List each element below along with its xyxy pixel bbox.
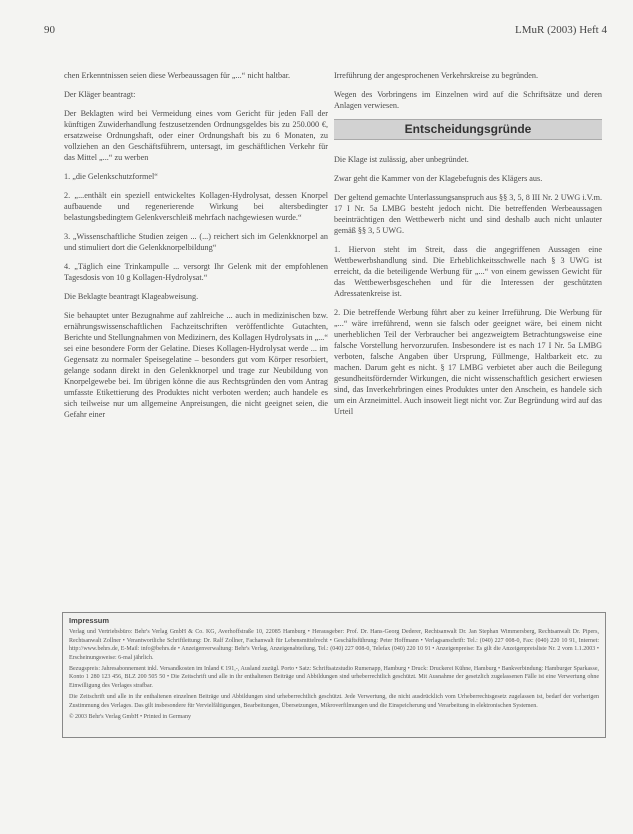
paragraph: 1. „die Gelenkschutzformel“ [64,172,158,181]
journal-header: LMuR (2003) Heft 4 [515,24,607,36]
imprint-line: Bezugspreis: Jahresabonnement inkl. Versandkosten im Inland € 191,-, Ausland zuzügl. Porto • Satz: Schriftsatzstudio Rumenapp, Hamburg • Druck: Druckerei Kühne, Hamburg • Bankverbindung: Hamburger Sparkasse, Konto 1 280 123 456, BLZ 200 505 50 • Die Zeitschrift und alle in ihr enthaltenen Beiträge und Abbildungen sind urheberrechtlich geschützt. Mit Ausnahme der gesetzlich zugelassenen Fälle ist eine Verwertung ohne Einwilligung des Verlages strafbar. [69,666,599,689]
paragraph: Zwar geht die Kammer von der Klagebefugnis des Klägers aus. [334,174,543,183]
paragraph: Die Klage ist zulässig, aber unbegründet. [334,155,469,164]
imprint-box [62,612,606,738]
paragraph: Der Kläger beantragt: [64,90,136,99]
imprint-line: © 2003 Behr's Verlag GmbH • Printed in Germany [69,714,191,721]
section-heading: Entscheidungsgründe [334,119,602,140]
left-column [64,70,328,428]
paragraph: 2. Die betreffende Werbung führt aber zu keiner Irreführung. Die Werbung für „...“ wäre irreführend, wenn sie falsch oder geeignet wäre, bei einem nicht unerheblichen Teil der Verbraucher bei angezweigtem Betrachtungsweise eine falsche Vorstellung hervorzurufen. Insbesondere ist es nach 17 I Nr. 5a LMBG verboten, falsche Angaben über Ursprung, Füllmenge, Haltbarkeit etc. zu machen. Darum geht es nicht. § 17 LMBG verbietet aber auch die Beilegung gesundheitsfördernder Wirkungen, die nicht wissenschaftlich gesichert erwiesen sind, das Inverkehrbringen eines Produktes unter den Anschein, es handele sich um ein Arzneimittel. Auch insoweit liegt nicht vor. Zur Begründung wird auf das Urteil [334,308,602,416]
page-number: 90 [44,24,55,36]
paragraph: Irreführung der angesprochenen Verkehrskreise zu begründen. [334,71,538,80]
paragraph: Der geltend gemachte Unterlassungsanspruch aus §§ 3, 5, 8 III Nr. 2 UWG i.V.m. 17 I Nr. 5a LMBG besteht jedoch nicht. Die betreffenden Werbeaussagen beeinträchtigen den Wettbewerb nicht und sind deshalb auch nicht unlauter gemäß §§ 3, 5 UWG. [334,193,602,235]
paragraph: 3. „Wissenschaftliche Studien zeigen ... (...) reichert sich im Gelenkknorpel an und stimuliert dort die Gelenkknorpelbildung“ [64,232,328,252]
right-column [334,70,602,425]
paragraph: Die Beklagte beantragt Klageabweisung. [64,292,199,301]
paragraph: Sie behauptet unter Bezugnahme auf zahlreiche ... auch in medizinischen bzw. ernährungswissenschaftlichen Fachzeitschriften veröffentlichte Gutachten, Berichte und Stellungnahmen von Medizinern, des Kollagen Hydrolysats in „...“ sei eine besondere Form der Gelatine. Dieses Kollagen-Hydrolysat werde ... im Gegensatz zu normaler Speisegelatine – besonders gut vom Körper resorbiert, gelange sodann direkt in den Gelenkknorpel und trage zur Neubildung von Knorpelgewebe bei. Im übrigen könne die aus Rechtsgründen den vom Antrag umfasste Etikettierung des Produktes nicht verboten werden; auch handele es sich teilweise nur um allgemeine Anpreisungen, die nicht geeignet seien, die Gefahr einer [64,311,328,419]
paragraph: Wegen des Vorbringens im Einzelnen wird auf die Schriftsätze und deren Anlagen verwiesen. [334,90,602,110]
paragraph: 1. Hiervon steht im Streit, dass die angegriffenen Aussagen eine Wettbewerbshandlung sind. Die Erheblichkeitsschwelle nach § 3 UWG ist erreicht, da die beteiligende Werbung für „...“ von einem gewissen Gewicht für das Wettbewerbsgeschehen und für die Interessen der geschützten Adressatenkreise ist. [334,245,602,298]
imprint-title: Impressum [69,616,110,625]
paragraph: 4. „Täglich eine Trinkampulle ... versorgt Ihr Gelenk mit der empfohlenen Tagesdosis von 10 g Kollagen-Hydrolysat.“ [64,262,328,282]
paragraph: 2. „...enthält ein speziell entwickeltes Kollagen-Hydrolysat, dessen Knorpel aufbauende und regenerierende Wirkung bei altersbedingter belastungsbedingtem Gelenkverschleiß mehrfach nachgewiesen wurde.“ [64,191,328,222]
imprint-line: Verlag und Vertriebsbüro: Behr's Verlag GmbH & Co. KG, Averhoffstraße 10, 22085 Hamburg • Herausgeber: Prof. Dr. Hans-Georg Dederer, Rechtsanwalt Dr. Jan Stephan Wimmersberg, Rechtsanwalt Dr. Pipers, Rechtsanwalt Zollner • Verantwortliche Schriftleitung: Dr. Ralf Zollner, Fachanwalt für Lebensmittelrecht • Geschäftsführung: Peter Hoffmann • Verlagsanschrift: Tel.: (040) 227 008-0, Fax: (040) 220 10 91, Internet: http://www.behrs.de, E-Mail: info@behrs.de • Anzeigenverwaltung: Behr's Verlag, Anzeigenabteilung, Tel.: (040) 227 008-0, Telefax (040) 220 10 91 • Anzeigenpreise: Es gilt die Anzeigenpreisliste Nr. 2 vom 1.1.2003 • Erscheinungsweise: 6-mal jährlich. [69,629,599,661]
paragraph: chen Erkenntnissen seien diese Werbeaussagen für „...“ nicht haltbar. [64,71,291,80]
imprint-line: Die Zeitschrift und alle in ihr enthaltenen einzelnen Beiträge und Abbildungen sind urheberrechtlich geschützt. Jede Verwertung, die nicht ausdrücklich vom Urheberrechtsgesetz zugelassen ist, bedarf der vorherigen Zustimmung des Verlages. Das gilt insbesondere für Vervielfältigungen, Bearbeitungen, Übersetzungen, Mikroverfilmungen und die Einspeicherung und Verarbeitung in elektronischen Systemen. [69,694,599,709]
paragraph: Der Beklagten wird bei Vermeidung eines vom Gericht für jeden Fall der künftigen Zuwiderhandlung festzusetzenden Ordnungsgeldes bis zu 250.000 €, ersatzweise Ordnungshaft, oder einer Ordnungshaft bis zu 6 Monaten, zu vollziehen an den Geschäftsführern, untersagt, im geschäftlichen Verkehr für das Mittel „...“ zu werben [64,109,328,162]
